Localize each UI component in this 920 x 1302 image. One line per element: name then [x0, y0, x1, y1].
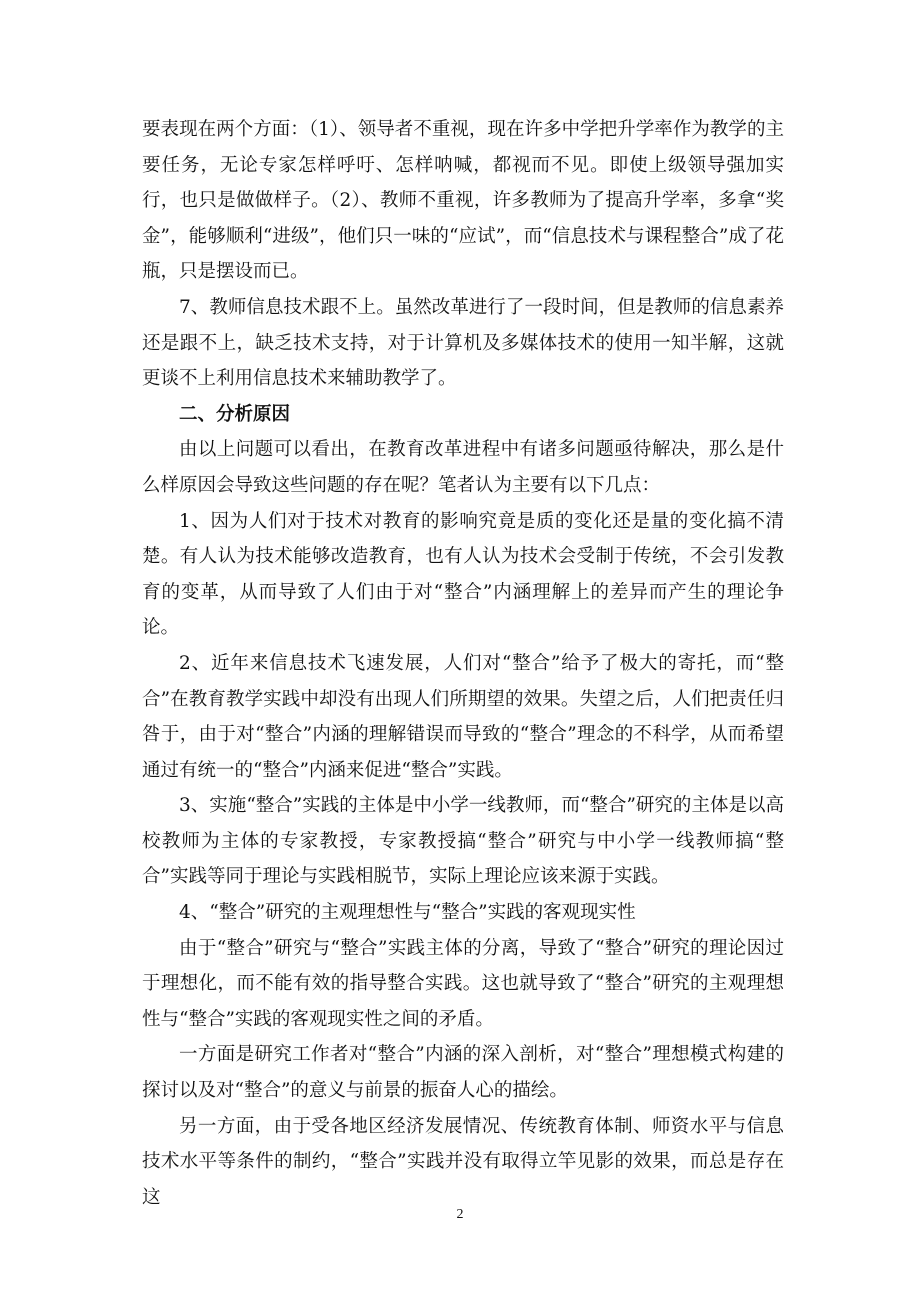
document-body — [142, 112, 784, 1215]
paragraph-item-7: 7、教师信息技术跟不上。虽然改革进行了一段时间，但是教师的信息素养还是跟不上，缺乏技术支持，对于计算机及多媒体技术的使用一知半解，这就更谈不上利用信息技术来辅助教学了。 — [142, 296, 784, 390]
page-number: 2 — [456, 1207, 464, 1222]
paragraph-intro: 由以上问题可以看出，在教育改革进程中有诸多问题亟待解决，那么是什么样原因会导致这些问题的存在呢？笔者认为主要有以下几点： — [142, 439, 784, 496]
paragraph-reason-4-body: 由于“整合”研究与“整合”实践主体的分离，导致了“整合”研究的理论因过于理想化，而不能有效的指导整合实践。这也就导致了“整合”研究的主观理想性与“整合”实践的客观现实性之间的矛盾。 — [142, 937, 784, 1030]
section-heading-analysis: 二、分析原因 — [179, 403, 291, 425]
paragraph-reason-2: 2、近年来信息技术飞速发展，人们对“整合”给予了极大的寄托，而“整合”在教育教学实践中却没有出现人们所期望的效果。失望之后，人们把责任归咎于，由于对“整合”内涵的理解错误而导致的“整合”理念的不科学，从而希望通过有统一的“整合”内涵来促进“整合”实践。 — [142, 652, 784, 781]
paragraph-one-side: 一方面是研究工作者对“整合”内涵的深入剖析，对“整合”理想模式构建的探讨以及对“整合”的意义与前景的振奋人心的描绘。 — [142, 1044, 784, 1102]
paragraph-continuation: 要表现在两个方面：（1）、领导者不重视，现在许多中学把升学率作为教学的主要任务，无论专家怎样呼吁、怎样呐喊，都视而不见。即使上级领导强加实行，也只是做做样子。（2）、教师不重视，许多教师为了提高升学率，多拿“奖金”，能够顺利“进级”，他们只一味的“应试”，而“信息技术与课程整合”成了花瓶，只是摆设而已。 — [142, 119, 784, 283]
paragraph-reason-3: 3、实施“整合”实践的主体是中小学一线教师，而“整合”研究的主体是以高校教师为主体的专家教授，专家教授搞“整合”研究与中小学一线教师搞“整合”实践等同于理论与实践相脱节，实际上理论应该来源于实践。 — [142, 795, 784, 888]
paragraph-reason-4-title: 4、“整合”研究的主观理想性与“整合”实践的客观现实性 — [179, 902, 636, 924]
paragraph-reason-1: 1、因为人们对于技术对教育的影响究竟是质的变化还是量的变化搞不清楚。有人认为技术能够改造教育，也有人认为技术会受制于传统，不会引发教育的变革，从而导致了人们由于对“整合”内涵理解上的差异而产生的理论争论。 — [142, 510, 784, 639]
paragraph-other-side: 另一方面，由于受各地区经济发展情况、传统教育体制、师资水平与信息技术水平等条件的制约，“整合”实践并没有取得立竿见影的效果，而总是存在这 — [142, 1115, 784, 1208]
